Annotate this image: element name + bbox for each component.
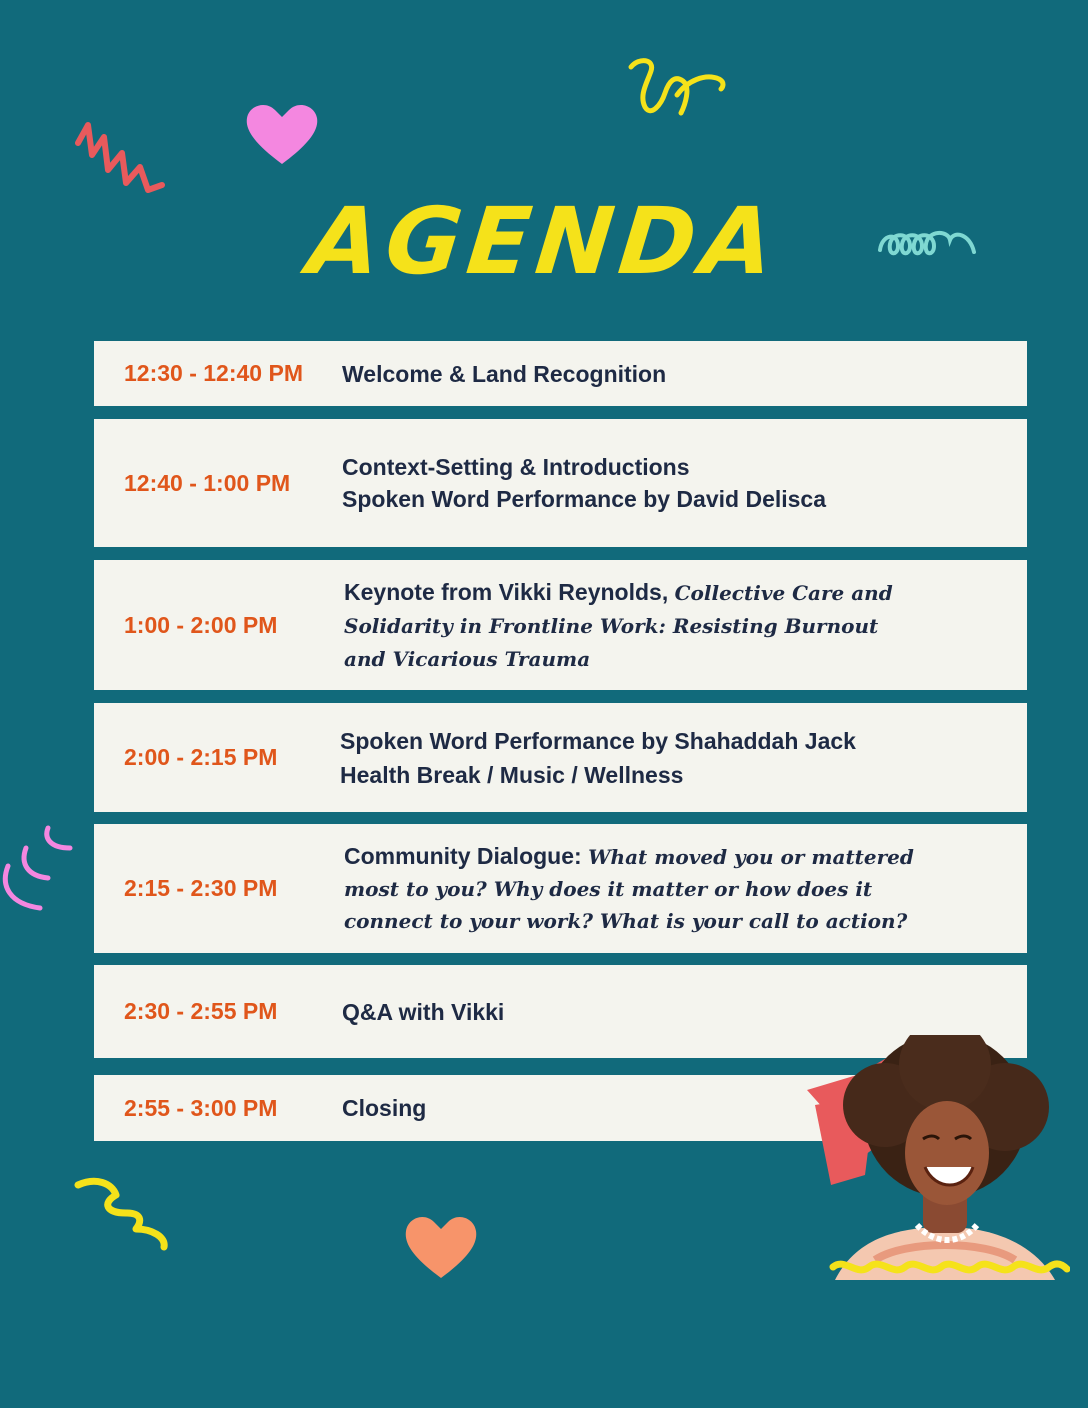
agenda-lead: Keynote from Vikki Reynolds, [344,578,675,605]
agenda-time: 12:30 - 12:40 PM [124,360,303,386]
yellow-zigzag-doodle [72,1175,172,1255]
agenda-row-2 [94,419,1027,547]
agenda-italic: Collective Care and Solidarity in Frontline Work: Resisting Burnout and Vicarious Trauma [344,580,893,671]
agenda-time: 1:00 - 2:00 PM [124,611,278,638]
yellow-swirl-doodle [625,55,730,125]
agenda-row-4 [94,703,1027,812]
agenda-time: 2:55 - 3:00 PM [124,1094,278,1121]
agenda-line: Spoken Word Performance by Shahaddah Jack [340,727,856,754]
agenda-time: 2:15 - 2:30 PM [124,875,278,901]
agenda-line: Spoken Word Performance by David Delisca [342,486,827,512]
agenda-description [342,358,942,390]
agenda-italic: What moved you or mattered most to you? Why does it matter or how does it connect to your work? What is your call to action? [344,844,914,933]
orange-heart-icon [404,1214,478,1280]
agenda-line: Q&A with Vikki [342,998,505,1025]
agenda-line: Welcome & Land Recognition [342,360,667,387]
agenda-time: 2:30 - 2:55 PM [124,998,278,1024]
agenda-time: 2:00 - 2:15 PM [124,744,278,770]
agenda-row-3 [94,560,1027,690]
pink-heart-icon [245,102,319,166]
agenda-row-5 [94,824,1027,953]
agenda-time: 12:40 - 1:00 PM [124,469,291,496]
agenda-line: Context-Setting & Introductions [342,454,690,480]
agenda-lead: Community Dialogue: [344,842,589,869]
agenda-description [344,841,934,937]
agenda-description [344,576,904,675]
pink-ticks-doodle [0,820,80,912]
agenda-description [340,724,940,792]
speaker-photo [805,1035,1070,1285]
agenda-line: Health Break / Music / Wellness [340,761,684,788]
agenda-description [342,451,942,515]
agenda-row-1 [94,341,1027,406]
page-title: AGENDA [303,188,785,295]
star-burst-icon [805,1035,1070,1285]
agenda-line: Closing [342,1095,427,1121]
agenda-description [342,996,942,1028]
